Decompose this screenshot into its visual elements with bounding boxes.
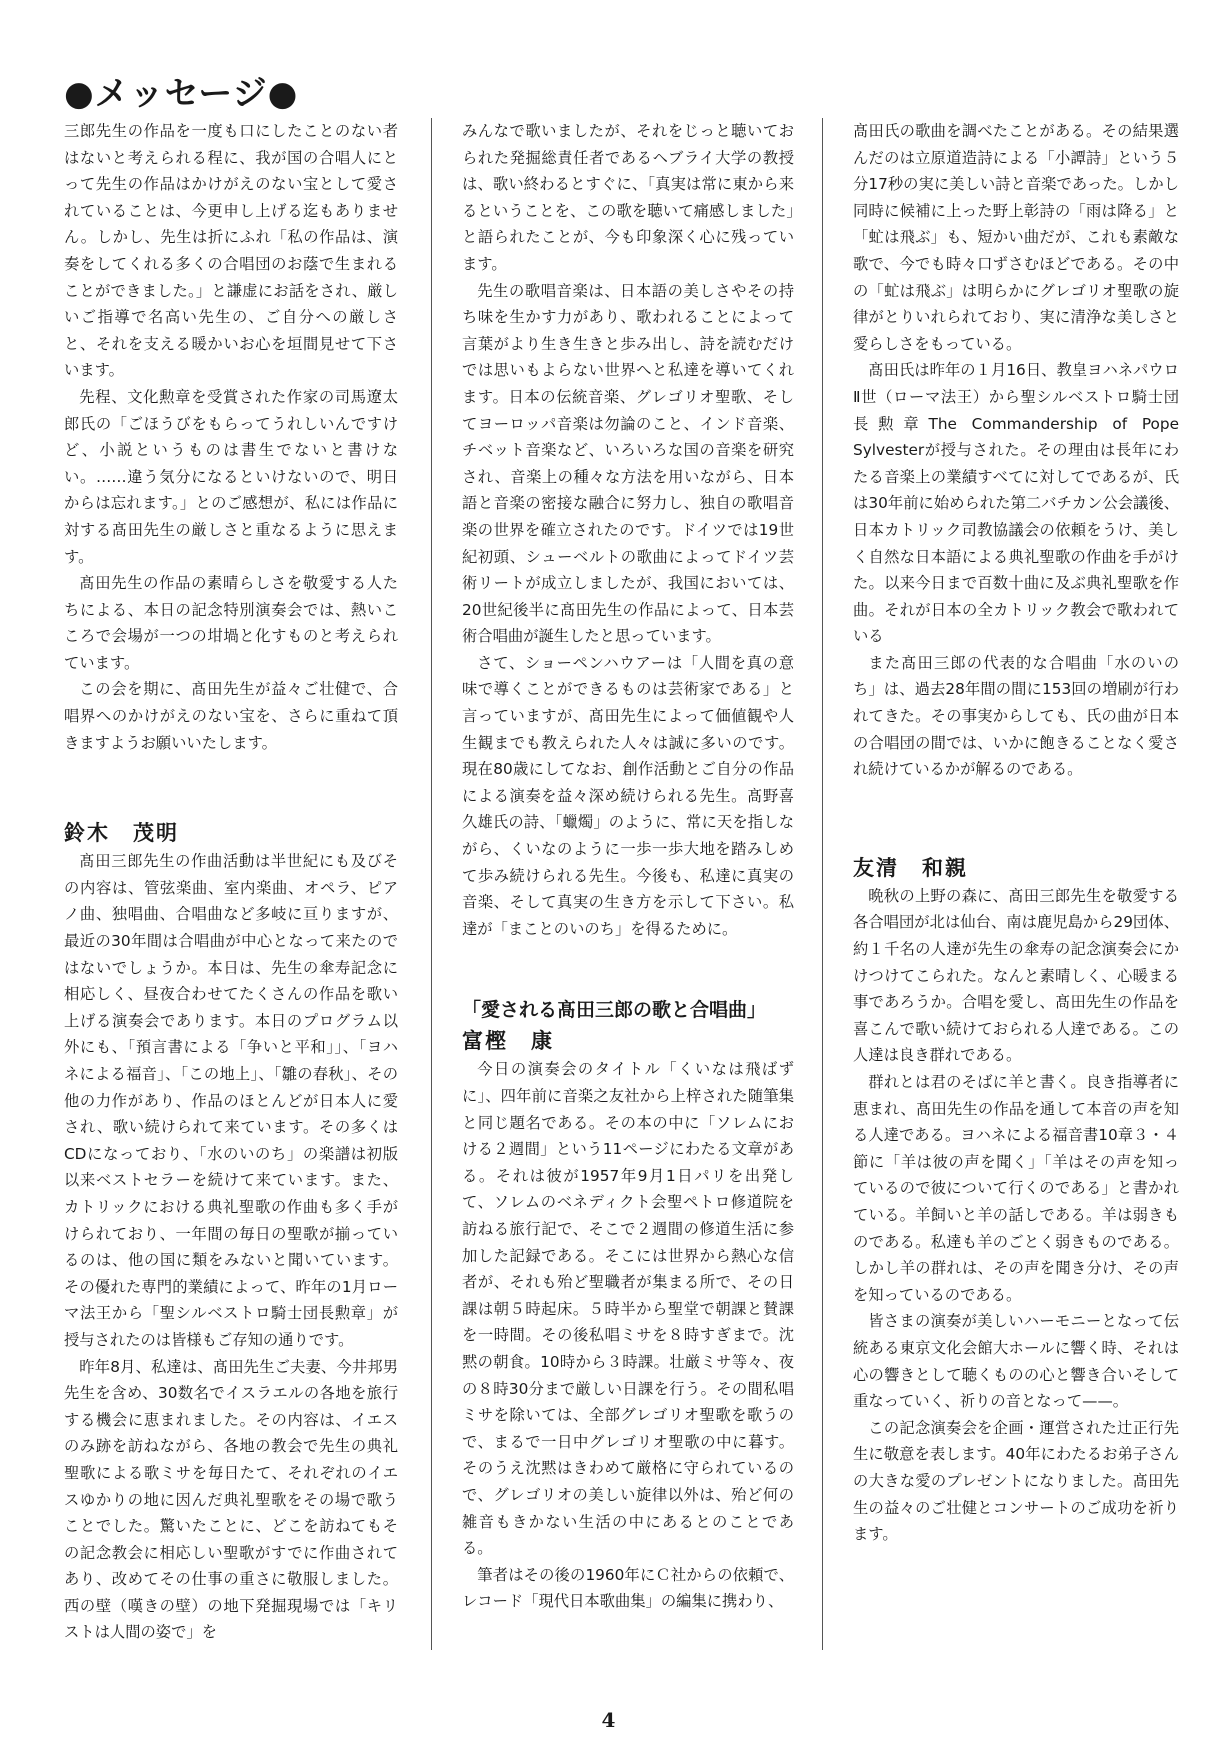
paragraph: 皆さまの演奏が美しいハーモニーとなって伝統ある東京文化会館大ホールに響く時、それは心の響きとして聴くものの心と響き合いそして重なっていく、祈りの音となって——。 [853, 1312, 1179, 1411]
author-name: 富樫 康 [462, 1029, 554, 1054]
author-name: 友清 和親 [853, 855, 968, 880]
column-divider [822, 118, 823, 1650]
column-divider [431, 118, 432, 1650]
column-3 [853, 118, 1179, 1548]
section-title: 「愛される髙田三郎の歌と合唱曲」 [462, 999, 767, 1022]
paragraph: また髙田三郎の代表的な合唱曲「水のいのち」は、過去28年間の間に153回の増刷が行われてきた。その事実からしても、氏の曲が日本の合唱団の間では、いかに飽きることなく愛され続けているかが解るのである。 [853, 653, 1179, 779]
paragraph: 群れとは君のそばに羊と書く。良き指導者に恵まれ、髙田先生の作品を通して本音の声を知る人達である。ヨハネによる福音書10章３・４節に「羊は彼の声を聞く」「羊はその声を知っているので彼について行くのである」と書かれている。羊飼いと羊の話しである。羊は弱きものである。私達も羊のごとく弱きものである。しかし羊の群れは、その声を聞き分け、その声を知っているのである。 [853, 1073, 1179, 1304]
paragraph: 髙田氏は昨年の１月16日、教皇ヨハネパウロⅡ世（ローマ法王）から聖シルベストロ騎士団長勲章The Commandership of Pope Sylvesterが授与された。その理由は長年にわたる音楽上の業績すべてに対してであるが、氏は30年前に始められた第二バチカン公会議後、日本カトリック司教協議会の依頼をうけ、美しく自然な日本語による典礼聖歌の作曲を手がけた。以来今日まで百数十曲に及ぶ典礼聖歌を作曲。それが日本の全カトリック教会で歌われている [853, 361, 1179, 646]
column-1 [64, 118, 398, 1646]
paragraph: 先生の歌唱音楽は、日本語の美しさやその持ち味を生かす力があり、歌われることによって言葉がより生き生きと歩み出し、詩を読むだけでは思いもよらない世界へと私達を導いてくれます。日本の伝統音楽、グレゴリオ聖歌、そしてヨーロッパ音楽は勿論のこと、インド音楽、チベット音楽など、いろいろな国の音楽を研究され、音楽上の種々な方法を用いながら、日本語と音楽の密接な融合に努力し、独自の歌唱音楽の世界を確立されたのです。ドイツでは19世紀初頭、シューベルトの歌曲によってドイツ芸術リートが成立しましたが、我国においては、20世紀後半に髙田先生の作品によって、日本芸術合唱曲が誕生したと思っています。 [462, 281, 794, 646]
paragraph: 先程、文化勲章を受賞された作家の司馬遼太郎氏の「ごほうびをもらってうれしいんですけど、小説というものは書生でないと書けない。……違う気分になるといけないので、明日からは忘れます。」とのご感想が、私には作品に対する髙田先生の厳しさと重なるように思えます。 [64, 387, 398, 566]
page-title: ●メッセージ● [64, 74, 299, 114]
paragraph: 昨年8月、私達は、髙田先生ご夫妻、今井邦男先生を含め、30数名でイスラエルの各地を旅行する機会に恵まれました。その内容は、イエスのみ跡を訪ねながら、各地の教会で先生の典礼聖歌による歌ミサを毎日たて、それぞれのイエスゆかりの地に因んだ典礼聖歌をその場で歌うことでした。驚いたことに、どこを訪ねてもその記念教会に相応しい聖歌がすでに作曲されてあり、改めてその仕事の重さに敬服しました。西の壁（嘆きの壁）の地下発掘現場では「キリストは人間の姿で」を [64, 1357, 398, 1642]
paragraph: 髙田氏の歌曲を調べたことがある。その結果選んだのは立原道造詩による「小譚詩」という５分17秒の実に美しい詩と音楽であった。しかし同時に候補に上った野上彰詩の「雨は降る」と「虻は飛ぶ」も、短かい曲だが、これも素敵な歌で、今でも時々口ずさむほどである。その中の「虻は飛ぶ」は明らかにグレゴリオ聖歌の旋律がとりいれられており、実に清浄な美しさと愛らしさをもっている。 [853, 122, 1179, 353]
paragraph: この会を期に、髙田先生が益々ご壮健で、合唱界へのかけがえのない宝を、さらに重ねて頂きますようお願いいたします。 [64, 680, 398, 752]
paragraph: 今日の演奏会のタイトル「くいなは飛ばずに」、四年前に音楽之友社から上梓された随筆集と同じ題名である。その本の中に「ソレムにおける２週間」という11ページにわたる文章がある。それは彼が1957年9月1日パリを出発して、ソレムのベネディクト会聖ペトロ修道院を訪ねる旅行記で、そこで２週間の修道生活に参加した記録である。そこには世界から熱心な信者が、それも殆ど聖職者が集まる所で、その日課は朝５時起床。５時半から聖堂で朝課と賛課を一時間。その後私唱ミサを８時すぎまで。沈黙の朝食。10時から３時課。壮厳ミサ等々、夜の８時30分まで厳しい日課を行う。その間私唱ミサを除いては、全部グレゴリオ聖歌を歌うので、まるで一日中グレゴリオ聖歌の中に暮す。そのうえ沈黙はきわめて厳格に守られているので、グレゴリオの美しい旋律以外は、殆ど何の雑音もきかない生活の中にあるとのことである。 [462, 1060, 794, 1558]
paragraph: 三郎先生の作品を一度も口にしたことのない者はないと考えられる程に、我が国の合唱人にとって先生の作品はかけがえのない宝として愛されていることは、今更申し上げる迄もありません。しかし、先生は折にふれ「私の作品は、演奏をしてくれる多くの合唱団のお蔭で生まれることができました。」と謙虚にお話をされ、厳しいご指導で名高い先生の、ご自分への厳しさと、それを支える暖かいお心を垣間見せて下さいます。 [64, 122, 398, 380]
paragraph: 髙田三郎先生の作曲活動は半世紀にも及びその内容は、管弦楽曲、室内楽曲、オペラ、ピアノ曲、独唱曲、合唱曲など多岐に亘りますが、最近の30年間は合唱曲が中心となって来たのではないでしょうか。本日は、先生の傘寿記念に相応しく、昼夜合わせてたくさんの作品を歌い上げる演奏会であります。本日のプログラム以外にも、「預言書による「争いと平和」」、「ヨハネによる福音」、「この地上」、「雛の春秋」、その他の力作があり、作品のほとんどが日本人に愛され、歌い続けられて来ています。その多くはCDになっており、「水のいのち」の楽譜は初版以来ベストセラーを続けて来ています。また、カトリックにおける典礼聖歌の作曲も多く手がけられており、一年間の毎日の聖歌が揃っているのは、他の国に類をみないと聞いています。その優れた専門的業績によって、昨年の1月ローマ法王から「聖シルベストロ騎士団長勲章」が授与されたのは皆様もご存知の通りです。 [64, 852, 398, 1349]
paragraph: 髙田先生の作品の素晴らしさを敬愛する人たちによる、本日の記念特別演奏会では、熱いこころで会場が一つの坩堝と化すものと考えられています。 [64, 574, 398, 672]
paragraph: さて、ショーペンハウアーは「人間を真の意味で導くことができるものは芸術家である」と言っていますが、髙田先生によって価値観や人生観までも教えられた人々は誠に多いのです。現在80歳にしてなお、創作活動とご自分の作品による演奏を益々深め続けられる先生。髙野喜久雄氏の詩、「蠟燭」のように、常に天を指しながら、くいなのように一歩一歩大地を踏みしめて歩み続けられる先生。今後も、私達に真実の音楽、そして真実の生き方を示して下さい。私達が「まことのいのち」を得るために。 [462, 653, 794, 938]
column-2 [462, 118, 794, 1615]
author-name: 鈴木 茂明 [64, 821, 179, 846]
paragraph: 筆者はその後の1960年にＣ社からの依頼で、レコード「現代日本歌曲集」の編集に携わり、 [462, 1565, 794, 1611]
paragraph: みんなで歌いましたが、それをじっと聴いておられた発掘総責任者であるヘブライ大学の教授は、歌い終わるとすぐに、「真実は常に東から来るということを、この歌を聴いて痛感しました」と語られたことが、今も印象深く心に残っています。 [462, 122, 794, 273]
page-number: 4 [601, 1708, 616, 1732]
paragraph: この記念演奏会を企画・運営された辻正行先生に敬意を表します。40年にわたるお弟子さんの大きな愛のプレゼントになりました。髙田先生の益々のご壮健とコンサートのご成功を祈ります。 [853, 1418, 1179, 1544]
paragraph: 晩秋の上野の森に、髙田三郎先生を敬愛する各合唱団が北は仙台、南は鹿児島から29団体、約１千名の人達が先生の傘寿の記念演奏会にかけつけてこられた。なんと素晴しく、心暖まる事であろうか。合唱を愛し、髙田先生の作品を喜こんで歌い続けておられる人達である。この人達は良き群れである。 [853, 886, 1179, 1065]
